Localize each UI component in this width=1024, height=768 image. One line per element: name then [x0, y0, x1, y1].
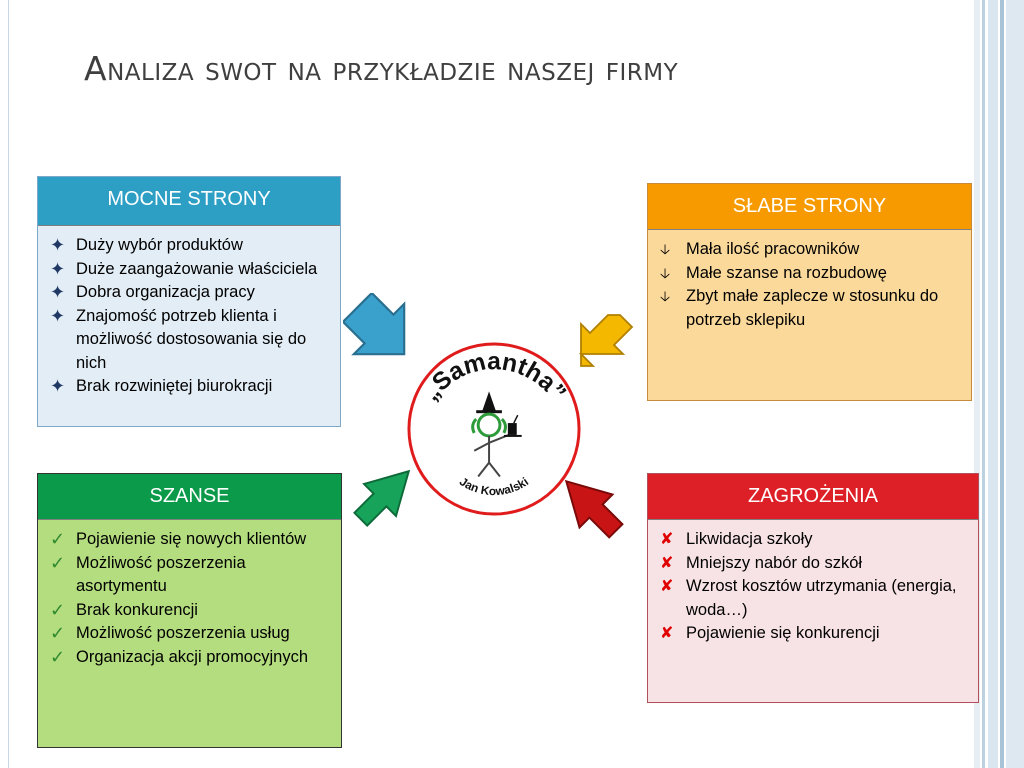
list-item: ✓ Możliwość poszerzenia asortymentu	[50, 552, 246, 595]
decorative-stripes	[974, 0, 1024, 768]
list-item: 🡣 Mała ilość pracowników	[660, 238, 961, 262]
list-item: ✓ Organizacja akcji promocyjnych	[50, 646, 331, 670]
cross-icon: ✘	[660, 554, 674, 572]
frame-line-left	[8, 0, 9, 768]
list-item: ✦ Duży wybór produktów	[50, 234, 330, 258]
list-item: ✘ Wzrost kosztów utrzymania (energia, woda…)	[660, 577, 957, 619]
list-item: ✘ Likwidacja szkoły	[660, 528, 968, 552]
strengths-header: MOCNE STRONY	[38, 177, 340, 226]
threats-header: ZAGROŻENIA	[648, 474, 978, 520]
logo-name: „Samantha”	[417, 348, 571, 406]
four-point-star-icon: ✦	[50, 235, 66, 255]
four-point-star-icon: ✦	[50, 282, 66, 302]
list-item: ✓ Pojawienie się nowych klientów	[50, 528, 331, 552]
list-item: ✓ Możliwość poszerzenia usług	[50, 622, 331, 646]
logo-owner: Jan Kowalski	[457, 474, 532, 499]
cross-icon: ✘	[660, 578, 674, 595]
threats-box	[647, 473, 979, 703]
opportunities-box	[37, 473, 342, 748]
weaknesses-box	[647, 183, 972, 401]
list-item: ✦ Duże zaangażowanie właściciela	[50, 258, 330, 282]
arrow-bottom-left-icon	[348, 468, 412, 532]
list-item: 🡣 Małe szanse na rozbudowę	[660, 262, 961, 286]
checkmark-icon: ✓	[50, 529, 66, 549]
cross-icon: ✘	[660, 625, 674, 642]
arrow-top-right-icon	[578, 309, 638, 369]
four-point-star-icon: ✦	[50, 376, 66, 396]
checkmark-icon: ✓	[50, 646, 66, 667]
company-logo	[405, 340, 583, 518]
strengths-list	[38, 226, 340, 399]
down-arrow-icon: 🡣	[660, 288, 671, 304]
down-arrow-icon: 🡣	[660, 241, 671, 257]
checkmark-icon: ✓	[50, 552, 66, 573]
checkmark-icon: ✓	[50, 623, 66, 643]
threats-list	[648, 520, 978, 646]
weaknesses-list	[648, 230, 971, 332]
list-item: ✘ Mniejszy nabór do szkół	[660, 552, 968, 576]
opportunities-header: SZANSE	[38, 474, 341, 520]
list-item: ✦ Znajomość potrzeb klienta i możliwość dostosowania się do nich	[50, 305, 307, 372]
down-arrow-icon: 🡣	[660, 264, 671, 281]
opportunities-list	[38, 520, 341, 669]
list-item: ✓ Brak konkurencji	[50, 599, 331, 623]
list-item: 🡣 Zbyt małe zaplecze w stosunku do potrzeb sklepiku	[660, 287, 939, 329]
slide-title: Analiza swot na przykładzie naszej firmy	[84, 49, 679, 88]
strengths-box	[37, 176, 341, 427]
four-point-star-icon: ✦	[50, 305, 66, 326]
four-point-star-icon: ✦	[50, 258, 66, 279]
list-item: ✦ Dobra organizacja pracy	[50, 281, 330, 305]
list-item: ✘ Pojawienie się konkurencji	[660, 622, 968, 646]
cross-icon: ✘	[660, 531, 674, 548]
list-item: ✦ Brak rozwiniętej biurokracji	[50, 375, 330, 399]
checkmark-icon: ✓	[50, 599, 66, 620]
weaknesses-header: SŁABE STRONY	[648, 184, 971, 230]
